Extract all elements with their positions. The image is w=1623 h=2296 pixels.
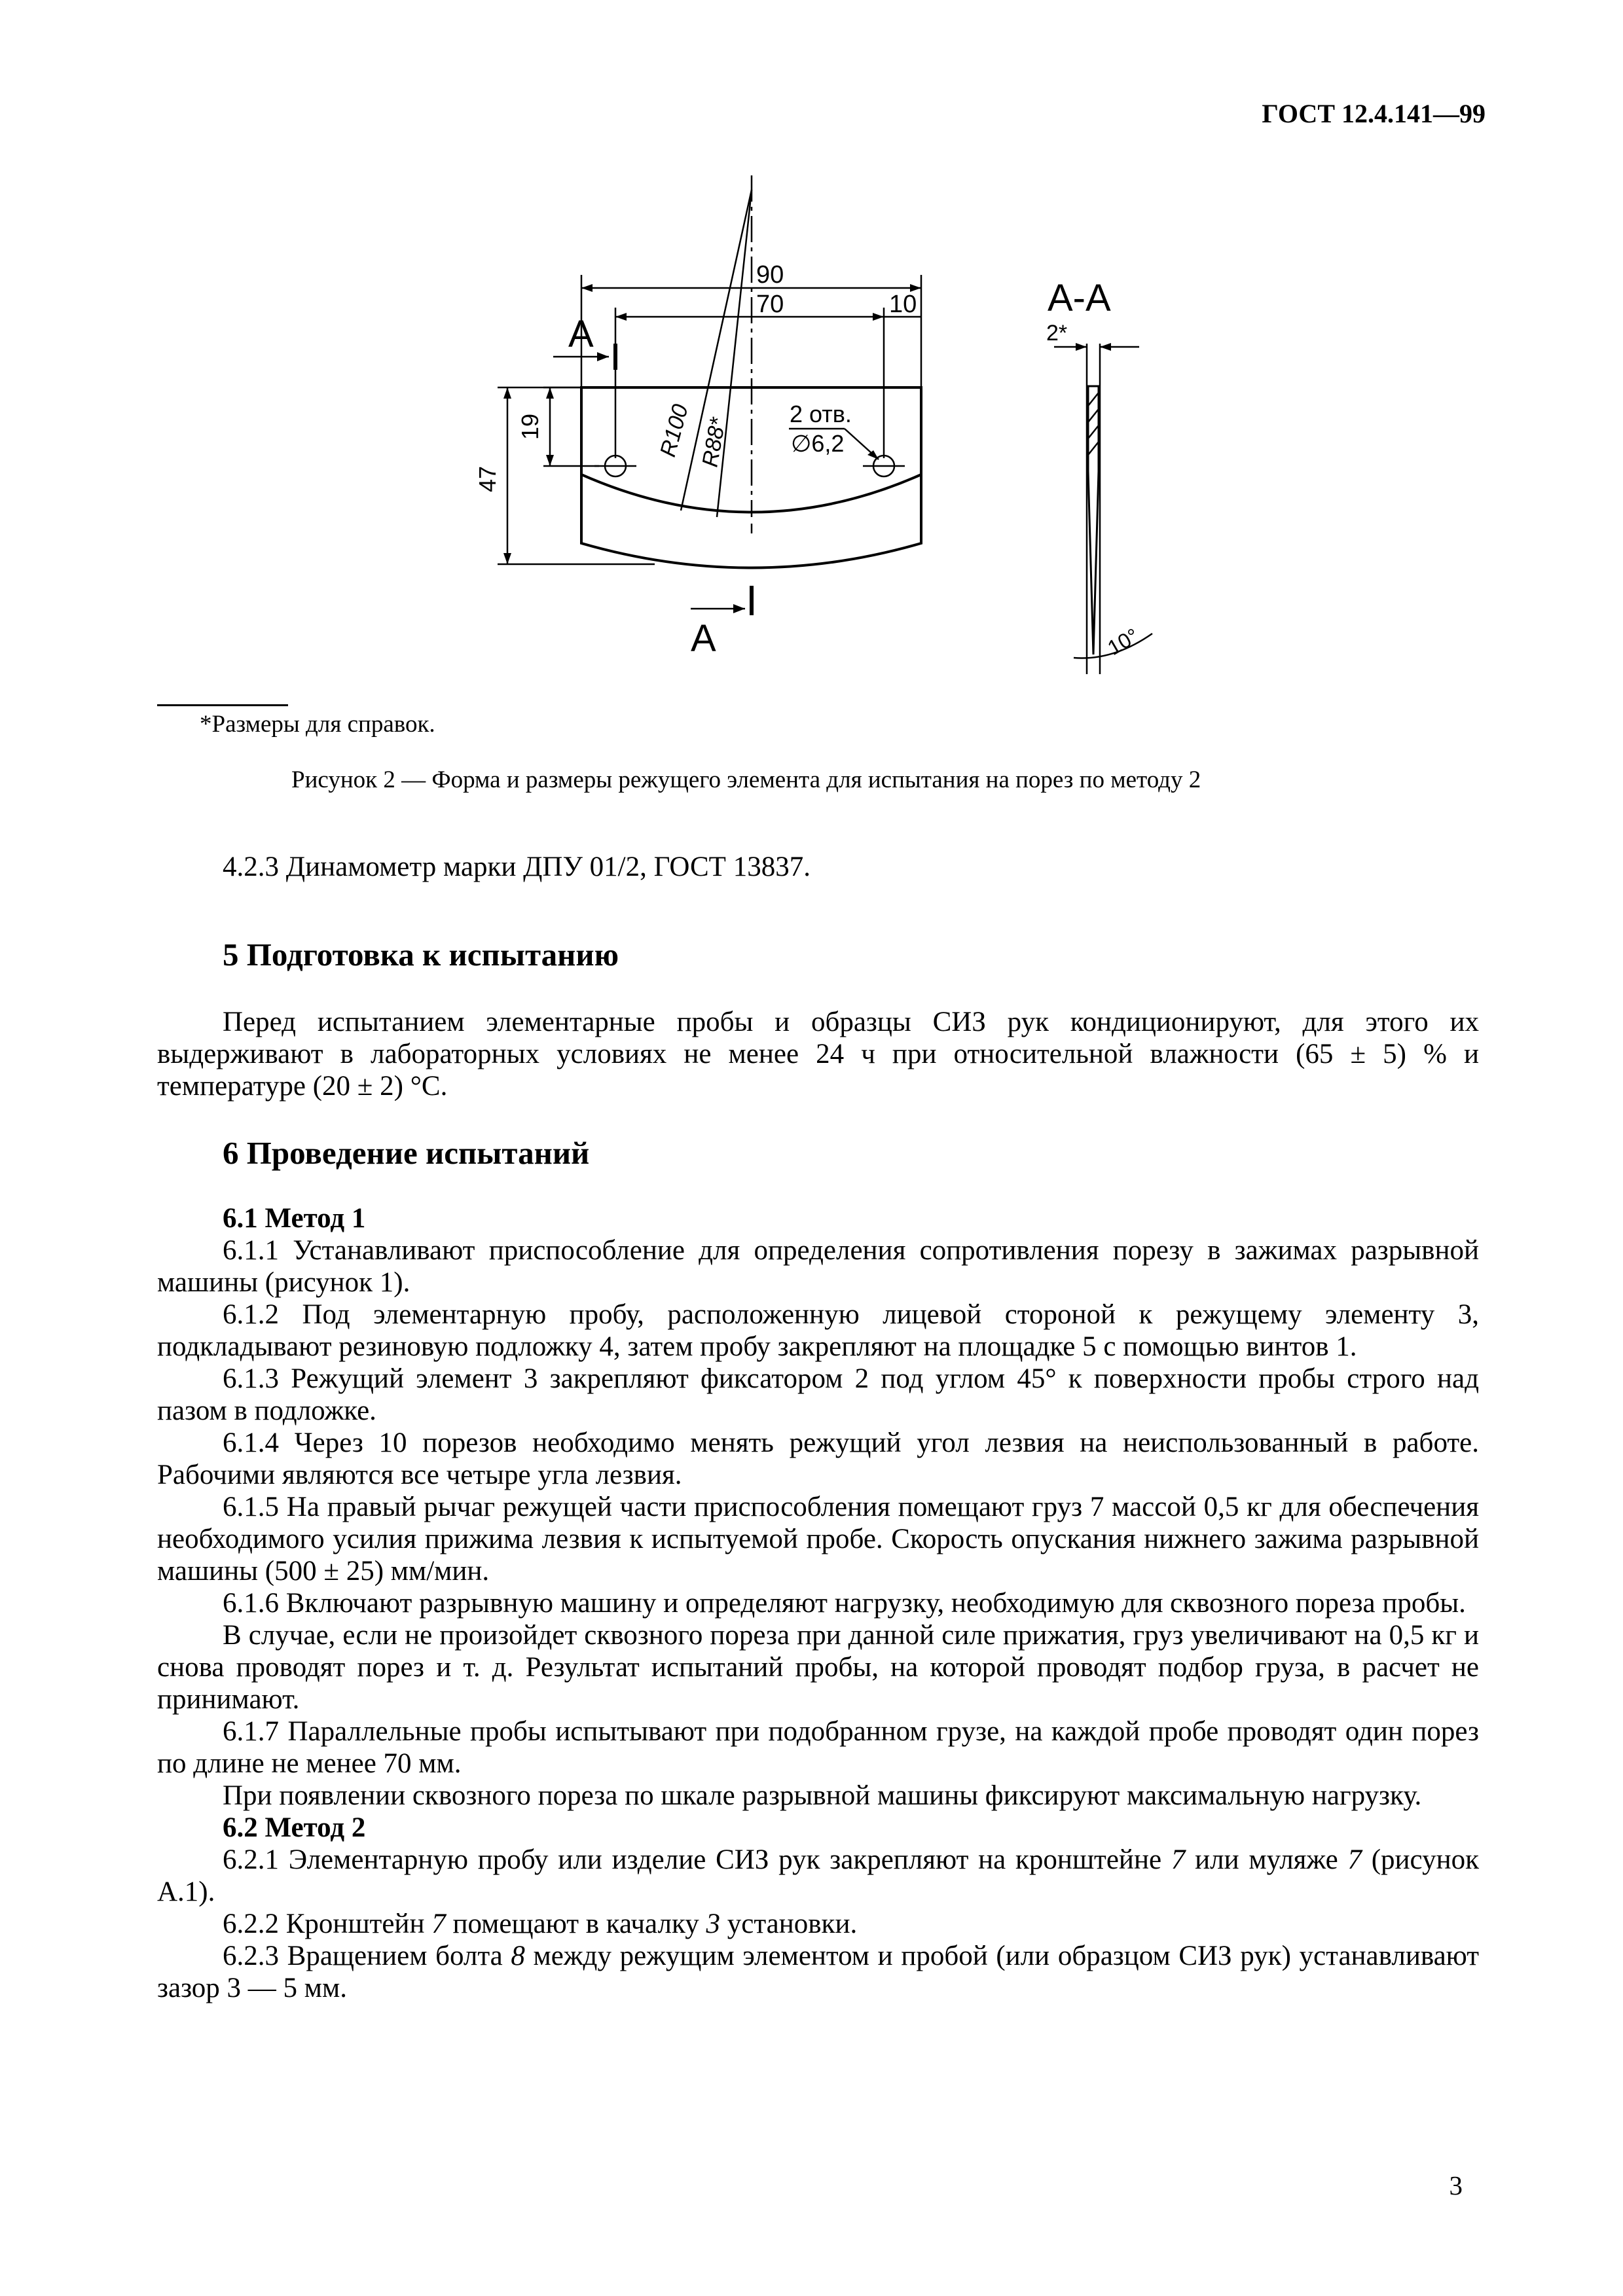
paragraph-6-1-5: 6.1.5 На правый рычаг режущей части приспособления помещают груз 7 массой 0,5 кг для обеспечения необходимого усилия прижима лезвия к испытуемой пробе. Скорость опускания нижнего зажима разрывной машины (500 ± 25) мм/мин. xyxy=(157,1492,1479,1587)
angle-label: 10° xyxy=(1103,623,1143,660)
paragraph-6-1-3: 6.1.3 Режущий элемент 3 закрепляют фиксатором 2 под углом 45° к поверхности пробы строго над пазом в подложке. xyxy=(157,1363,1479,1426)
section-mark-top: A xyxy=(568,313,594,355)
section-6-heading: 6 Проведение испытаний xyxy=(223,1135,590,1171)
paragraph-6-1-6-continued: В случае, если не произойдет сквозного пореза при данной силе прижатия, груз увеличивают на 0,5 кг и снова проводят порез и т. д. Результат испытаний пробы, на которой проводят подбор груза, в расчет не принимают. xyxy=(157,1620,1479,1715)
footnote-rule xyxy=(157,704,288,706)
radius-88-label: R88* xyxy=(697,416,731,469)
page-number: 3 xyxy=(1449,2170,1463,2200)
paragraph-6-2-2: 6.2.2 Кронштейн 7 помещают в качалку 3 установки. xyxy=(223,1909,858,1939)
radius-100-label: R100 xyxy=(655,401,693,460)
paragraph-6-2-3: 6.2.3 Вращением болта 8 между режущим элементом и пробой (или образцом СИЗ рук) устанавливают зазор 3 — 5 мм. xyxy=(157,1941,1480,2003)
document-code: ГОСТ 12.4.141—99 xyxy=(1262,99,1486,128)
paragraph-6-1-7-continued: При появлении сквозного пореза по шкале разрывной машины фиксируют максимальную нагрузку. xyxy=(223,1780,1422,1811)
method-2-heading: 6.2 Метод 2 xyxy=(223,1812,366,1843)
section-mark-bottom: A xyxy=(691,617,716,660)
figure-caption: Рисунок 2 — Форма и размеры режущего элемента для испытания на порез по методу 2 xyxy=(291,766,1201,793)
dim-10-label: 10 xyxy=(889,291,917,318)
paragraph-6-1-6: 6.1.6 Включают разрывную машину и определяют нагрузку, необходимую для сквозного пореза пробы. xyxy=(223,1588,1466,1619)
dim-19-label: 19 xyxy=(517,413,543,440)
paragraph-6-1-4: 6.1.4 Через 10 порезов необходимо менять режущий угол лезвия на неиспользованный в работе. Рабочими являются все четыре угла лезвия. xyxy=(157,1427,1479,1490)
section-6-body xyxy=(157,1202,1479,2004)
dim-47-label: 47 xyxy=(474,465,501,492)
cutting-element-drawing xyxy=(458,167,1178,697)
paragraph-4-2-3: 4.2.3 Динамометр марки ДПУ 01/2, ГОСТ 13837. xyxy=(223,852,811,882)
paragraph-6-2-1: 6.2.1 Элементарную пробу или изделие СИЗ рук закрепляют на кронштейне 7 или муляже 7 (рисунок А.1). xyxy=(157,1844,1479,1907)
dim-70-label: 70 xyxy=(756,291,784,318)
section-5-heading: 5 Подготовка к испытанию xyxy=(223,937,619,973)
holes-diameter-label: ∅6,2 xyxy=(791,430,845,457)
figure-footnote: *Размеры для справок. xyxy=(200,711,435,738)
method-1-heading: 6.1 Метод 1 xyxy=(223,1203,366,1234)
dim-90-label: 90 xyxy=(756,261,784,289)
paragraph-6-1-1: 6.1.1 Устанавливают приспособление для определения сопротивления порезу в зажимах разрывной машины (рисунок 1). xyxy=(157,1235,1479,1298)
section-title: A-A xyxy=(1048,277,1111,319)
thickness-label: 2* xyxy=(1046,321,1068,346)
holes-count-label: 2 отв. xyxy=(790,401,852,427)
paragraph-6-1-7: 6.1.7 Параллельные пробы испытывают при подобранном грузе, на каждой пробе проводят один порез по длине не менее 70 мм. xyxy=(157,1716,1479,1779)
paragraph-6-1-2: 6.1.2 Под элементарную пробу, расположенную лицевой стороной к режущему элементу 3, подкладывают резиновую подложку 4, затем пробу закрепляют на площадке 5 с помощью винтов 1. xyxy=(157,1299,1479,1362)
section-5-text: Перед испытанием элементарные пробы и образцы СИЗ рук кондиционируют, для этого их выдерживают в лабораторных условиях не менее 24 ч при относительной влажности (65 ± 5) % и температуре (20 ± 2) °С. xyxy=(157,1007,1479,1102)
